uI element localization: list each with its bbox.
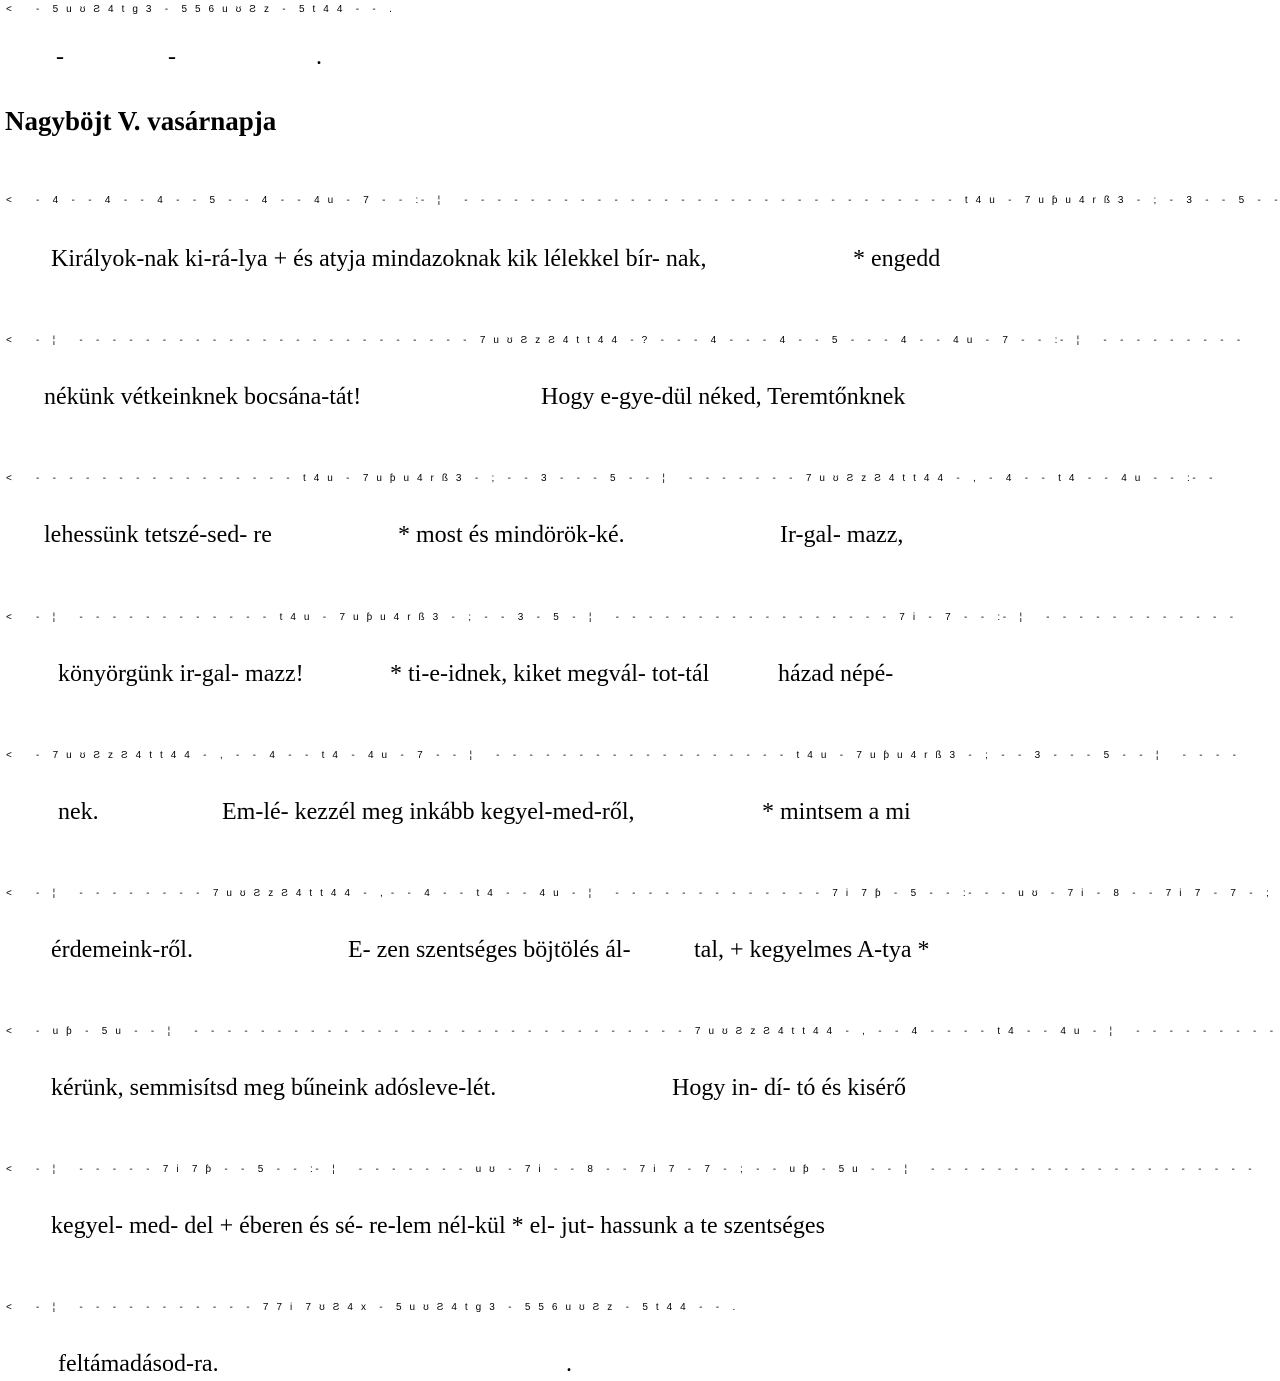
header-mark-2: - (168, 44, 176, 70)
lyric-segment: * most és mindörök-ké. (398, 522, 625, 548)
lyric-segment: nek. (58, 799, 99, 825)
lyric-line-6 (0, 933, 960, 967)
lyric-line-8 (0, 1209, 960, 1243)
notation-line-3: < - - - - - - - - - - - - - - - - t 4 u - 7 u ƥ u 4 r ß 3 - ; - - 3 - - - 5 - - ¦ - - - - - - - 7 u ʊ Ƨ z Ƨ 4 t t 4 4 - , - 4 - - t 4 - - 4 u - - :- - (6, 473, 1216, 484)
lyric-segment: * ti-e-idnek, kiket megvál- tot-tál (390, 661, 710, 687)
lyric-segment: könyörgünk ir-gal- mazz! (58, 661, 304, 687)
notation-line-1: < - 4 - - 4 - - 4 - - 5 - - 4 - - 4 u - 7 - - :- ¦ - - - - - - - - - - - - - - - - - - - - - - - - - - - - - - t 4 u - 7 u ƥ u 4 r ß 3 - ; - 3 - - 5 - - (6, 195, 1280, 206)
notation-line-7: < - u ƥ - 5 u - - ¦ - - - - - - - - - - - - - - - - - - - - - - - - - - - - - - 7 u ʊ Ƨ z Ƨ 4 t t 4 4 - , - - 4 - - - - t 4 - - 4 u - ¦ - - - - - - - - - (6, 1026, 1276, 1037)
lyric-line-4 (0, 657, 960, 691)
notation-line-4: < - ¦ - - - - - - - - - - - - t 4 u - 7 u ƥ u 4 r ß 3 - ; - - 3 - 5 - ¦ - - - - - - - - - - - - - - - - - 7 i - 7 - - :- ¦ - - - - - - - - - - - - (6, 612, 1236, 623)
lyric-segment: Em-lé- kezzél meg inkább kegyel-med-ről, (222, 799, 635, 825)
lyric-segment: E- zen szentséges böjtölés ál- (348, 937, 631, 963)
lyric-segment: * mintsem a mi (762, 799, 911, 825)
lyric-segment: Hogy e-gye-dül néked, Teremtőnknek (541, 384, 906, 410)
notation-line-2: < - ¦ - - - - - - - - - - - - - - - - - - - - - - - - 7 u ʊ Ƨ z Ƨ 4 t t 4 4 - ? - - - 4 - - - 4 - - 5 - - - 4 - - 4 u - 7 - - :- ¦ - - - - - - - - - (6, 335, 1243, 346)
lyric-line-3 (0, 518, 960, 552)
lyric-line-2 (0, 380, 960, 414)
lyric-segment: Királyok-nak ki-rá-lya + és atyja mindazoknak kik lélekkel bír- nak, (51, 246, 707, 272)
lyric-segment: * engedd (853, 246, 941, 272)
header-mark-1: - (56, 44, 64, 70)
notation-line-8: < - ¦ - - - - - 7 i 7 ƥ - - 5 - - :- ¦ - - - - - - - u ʊ - 7 i - - 8 - - 7 i 7 - 7 - ; - - u ƥ - 5 u - - ¦ - - - - - - - - - - - - - - - - - - - - (6, 1164, 1255, 1175)
notation-line-9: < - ¦ - - - - - - - - - - - 7 7 i 7 ʊ Ƨ 4 x - 5 u ʊ Ƨ 4 t g 3 - 5 5 6 u ʊ Ƨ z - 5 t 4 4 - - . (6, 1302, 738, 1313)
lyric-segment: feltámadásod-ra. (58, 1351, 219, 1377)
notation-line-header: < - 5 u ʊ Ƨ 4 t g 3 - 5 5 6 u ʊ Ƨ z - 5 t 4 4 - - . (6, 4, 395, 15)
lyric-segment: lehessünk tetszé-sed- re (44, 522, 272, 548)
lyric-segment: kegyel- med- del + éberen és sé- re-lem nél-kül * el- jut- hassunk a te szentséges (51, 1213, 825, 1239)
lyric-line-5 (0, 795, 960, 829)
lyric-segment: érdemeink-ről. (51, 937, 193, 963)
lyric-segment: Hogy in- dí- tó és kisérő (672, 1075, 906, 1101)
lyric-line-1 (0, 242, 960, 276)
lyric-segment: házad népé- (778, 661, 894, 687)
lyric-line-7 (0, 1071, 960, 1105)
lyric-segment: nékünk vétkeinknek bocsána-tát! (44, 384, 362, 410)
header-mark-3: . (316, 44, 322, 70)
lyric-line-9 (0, 1347, 960, 1381)
lyric-segment: kérünk, semmisítsd meg bűneink adósleve-lét. (51, 1075, 497, 1101)
notation-line-5: < - 7 u ʊ Ƨ z Ƨ 4 t t 4 4 - , - - 4 - - t 4 - 4 u - 7 - - ¦ - - - - - - - - - - - - - - - - - - t 4 u - 7 u ƥ u 4 r ß 3 - ; - - 3 - - - 5 - - ¦ - - - - (6, 750, 1239, 761)
lyric-segment: . (566, 1351, 572, 1377)
page-title: Nagyböjt V. vasárnapja (5, 106, 277, 136)
lyric-segment: Ir-gal- mazz, (780, 522, 904, 548)
notation-line-6: < - ¦ - - - - - - - - 7 u ʊ Ƨ z Ƨ 4 t t 4 4 - , - - 4 - - t 4 - - 4 u - ¦ - - - - - - - - - - - - - 7 i 7 ƥ - 5 - - :- - - u ʊ - 7 i - 8 - - 7 i 7 - 7 - ; (6, 888, 1272, 899)
lyric-segment: tal, + kegyelmes A-tya * (694, 937, 930, 963)
